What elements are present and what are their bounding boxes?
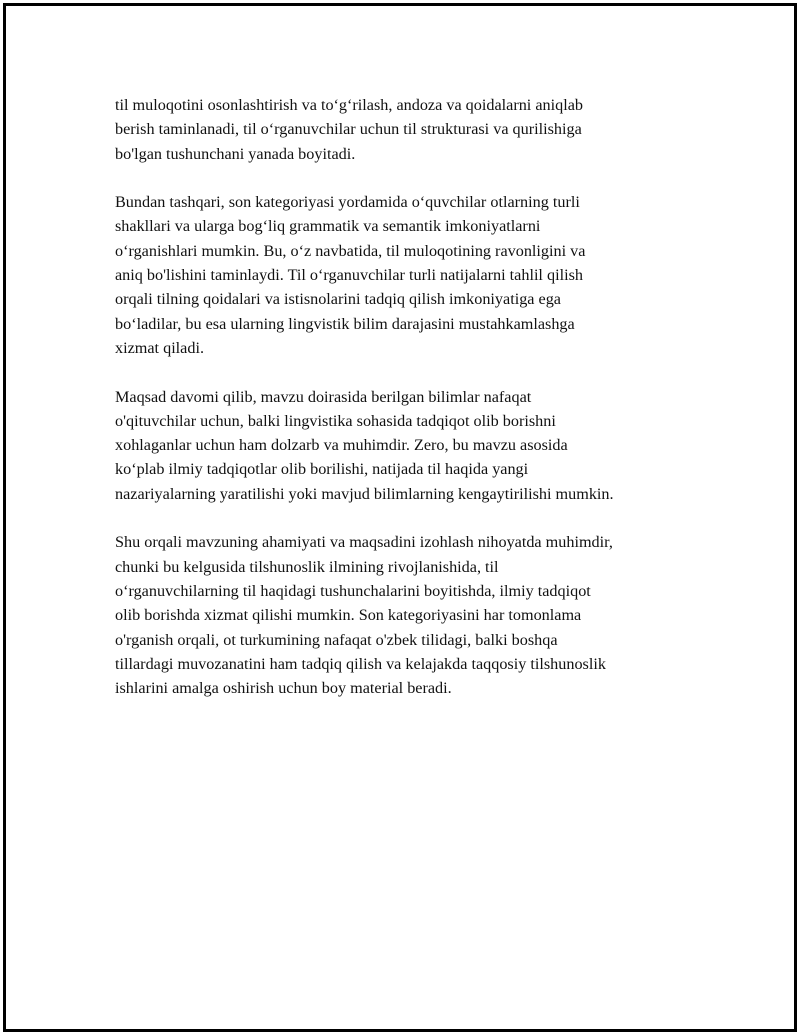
text-line: til muloqotini osonlashtirish va to‘g‘rilash, andoza va qoidalarni aniqlab [115,96,583,114]
text-line: nazariyalarning yaratilishi yoki mavjud bilimlarning kengaytirilishi mumkin. [115,484,614,503]
text-line: o'qituvchilar uchun, balki lingvistika sohasida tadqiqot olib borishni [115,411,556,430]
text-line: berish taminlanadi, til o‘rganuvchilar uchun til strukturasi va qurilishiga [115,120,582,139]
text-line: o‘rganishlari mumkin. Bu, o‘z navbatida, til muloqotining ravonligini va [115,241,586,260]
text-line: o‘rganuvchilarning til haqidagi tushunchalarini boyitishda, ilmiy tadqiqot [115,581,591,600]
text-line: aniq bo'lishini taminlaydi. Til o‘rganuvchilar turli natijalarni tahlil qilish [115,266,583,285]
text-line: orqali tilning qoidalari va istisnolarini tadqiq qilish imkoniyatiga ega [115,290,561,309]
document-body [115,93,695,725]
paragraph-1 [115,93,695,166]
paragraph-3 [115,385,695,506]
text-line: bo‘ladilar, bu esa ularning lingvistik bilim darajasini mustahkamlashga [115,314,575,333]
text-line: ko‘plab ilmiy tadqiqotlar olib borilishi, natijada til haqida yangi [115,460,529,479]
text-line: tillardagi muvozanatini ham tadqiq qilish va kelajakda taqqosiy tilshunoslik [115,654,606,673]
text-line: o'rganish orqali, ot turkumining nafaqat o'zbek tilidagi, balki boshqa [115,630,558,649]
text-line: Maqsad davomi qilib, mavzu doirasida berilgan bilimlar nafaqat [115,387,532,406]
text-line: shakllari va ularga bog‘liq grammatik va semantik imkoniyatlarni [115,217,541,236]
text-line: ishlarini amalga oshirish uchun boy material beradi. [115,679,452,698]
text-line: xizmat qiladi. [115,338,205,357]
text-line: chunki bu kelgusida tilshunoslik ilmining rivojlanishida, til [115,557,499,576]
text-line: bo'lgan tushunchani yanada boyitadi. [115,144,356,163]
text-line: Shu orqali mavzuning ahamiyati va maqsadini izohlash nihoyatda muhimdir, [115,533,613,552]
text-line: xohlaganlar uchun ham dolzarb va muhimdir. Zero, bu mavzu asosida [115,436,568,455]
paragraph-2 [115,190,695,360]
text-line: olib borishda xizmat qilishi mumkin. Son kategoriyasini har tomonlama [115,606,582,625]
text-line: Bundan tashqari, son kategoriyasi yordamida o‘quvchilar otlarning turli [115,193,580,212]
paragraph-4 [115,530,695,700]
